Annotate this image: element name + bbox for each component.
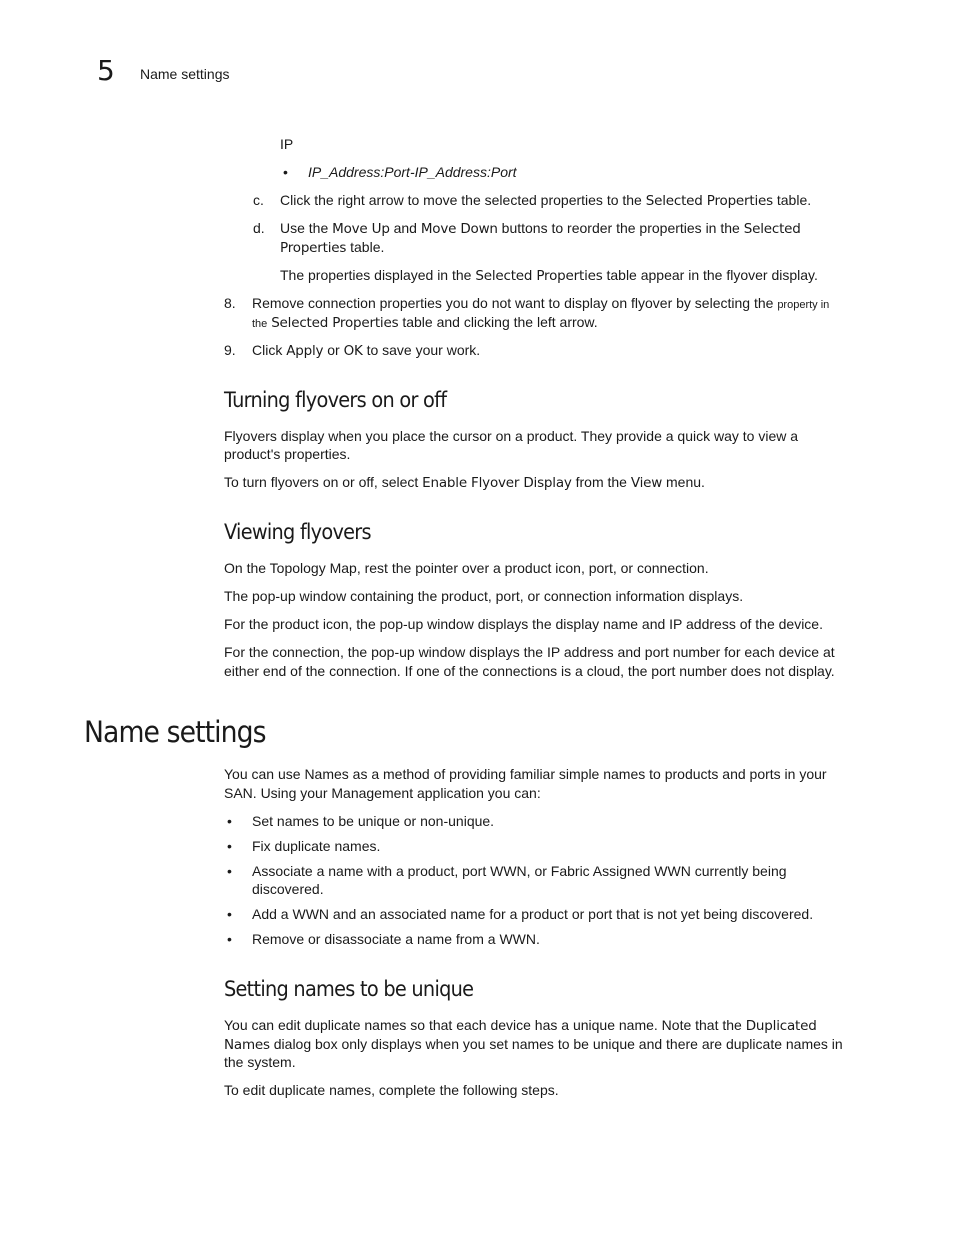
step-c-text: Click the right arrow to move the selected properties to the Selected Properties table. <box>280 192 812 209</box>
ui-term: Move Up <box>332 221 390 237</box>
unique-paragraph-line1: You can edit duplicate names so that each device has a unique name. Note that the Duplicated <box>224 1017 817 1034</box>
list-item: Remove or disassociate a name from a WWN. <box>252 931 540 947</box>
bullet-dot: • <box>227 863 232 879</box>
turning-paragraph-line2: product's properties. <box>224 446 351 462</box>
ui-term: Selected Properties <box>645 193 773 209</box>
step-8-marker: 8. <box>224 295 236 311</box>
unique-paragraph-2: To edit duplicate names, complete the following steps. <box>224 1082 559 1098</box>
ui-term: Names <box>224 1037 270 1053</box>
running-header: Name settings <box>140 66 230 82</box>
viewing-paragraph-4-line2: either end of the connection. If one of the connections is a cloud, the port number does not display. <box>224 663 835 679</box>
heading-viewing-flyovers: Viewing flyovers <box>224 520 371 544</box>
ui-term: Properties <box>280 240 347 256</box>
ui-term: OK <box>343 343 363 359</box>
name-settings-intro-line2: SAN. Using your Management application you can: <box>224 785 541 801</box>
step-d-note: The properties displayed in the Selected Properties table appear in the flyover display. <box>280 267 818 284</box>
step-d-text-line2: Properties table. <box>280 239 385 256</box>
viewing-paragraph-1: On the Topology Map, rest the pointer over a product icon, port, or connection. <box>224 560 709 576</box>
step-d-text-line1: Use the Move Up and Move Down buttons to reorder the properties in the Selected <box>280 220 801 237</box>
step-8-line1: Remove connection properties you do not want to display on flyover by selecting the property in <box>252 295 830 311</box>
ui-term: Selected <box>743 221 801 237</box>
step-c-marker: c. <box>253 192 264 208</box>
ip-address-format: IP_Address:Port-IP_Address:Port <box>308 164 517 180</box>
viewing-paragraph-4-line1: For the connection, the pop-up window displays the IP address and port number for each device at <box>224 644 835 660</box>
chapter-number: 5 <box>97 54 115 87</box>
list-item: Set names to be unique or non-unique. <box>252 813 495 829</box>
ui-term: Apply <box>286 343 324 359</box>
list-item: Associate a name with a product, port WWN, or Fabric Assigned WWN currently being <box>252 863 787 879</box>
ui-term: Move Down <box>420 221 498 237</box>
ui-term: View <box>630 475 663 491</box>
name-settings-intro-line1: You can use Names as a method of providing familiar simple names to products and ports in your <box>224 766 827 782</box>
ip-label: IP <box>280 136 294 152</box>
turning-instruction: To turn flyovers on or off, select Enable Flyover Display from the View menu. <box>224 474 705 491</box>
step-d-marker: d. <box>253 220 265 236</box>
bullet-dot: • <box>283 164 288 180</box>
viewing-paragraph-3: For the product icon, the pop-up window displays the display name and IP address of the device. <box>224 616 823 632</box>
step-9-marker: 9. <box>224 342 236 358</box>
bullet-dot: • <box>227 906 232 922</box>
ui-term: Selected Properties <box>271 315 399 331</box>
list-item-continuation: discovered. <box>252 881 324 897</box>
bullet-dot: • <box>227 813 232 829</box>
ui-term: Enable Flyover Display <box>422 475 572 491</box>
viewing-paragraph-2: The pop-up window containing the product, port, or connection information displays. <box>224 588 744 604</box>
turning-paragraph-line1: Flyovers display when you place the cursor on a product. They provide a quick way to view a <box>224 428 799 444</box>
bullet-dot: • <box>227 931 232 947</box>
heading-setting-names-unique: Setting names to be unique <box>224 977 474 1001</box>
unique-paragraph-line2: Names dialog box only displays when you set names to be unique and there are duplicate names in <box>224 1036 843 1053</box>
bullet-dot: • <box>227 838 232 854</box>
ui-term: Selected Properties <box>475 268 603 284</box>
list-item: Fix duplicate names. <box>252 838 381 854</box>
step-8-line2: the Selected Properties table and clicking the left arrow. <box>252 314 598 331</box>
ui-term: Duplicated <box>745 1018 817 1034</box>
list-item: Add a WWN and an associated name for a product or port that is not yet being discovered. <box>252 906 814 922</box>
heading-name-settings: Name settings <box>84 715 266 749</box>
heading-turning-flyovers: Turning flyovers on or off <box>224 388 447 412</box>
step-9-text: Click Apply or OK to save your work. <box>252 342 481 359</box>
unique-paragraph-line3: the system. <box>224 1054 296 1070</box>
